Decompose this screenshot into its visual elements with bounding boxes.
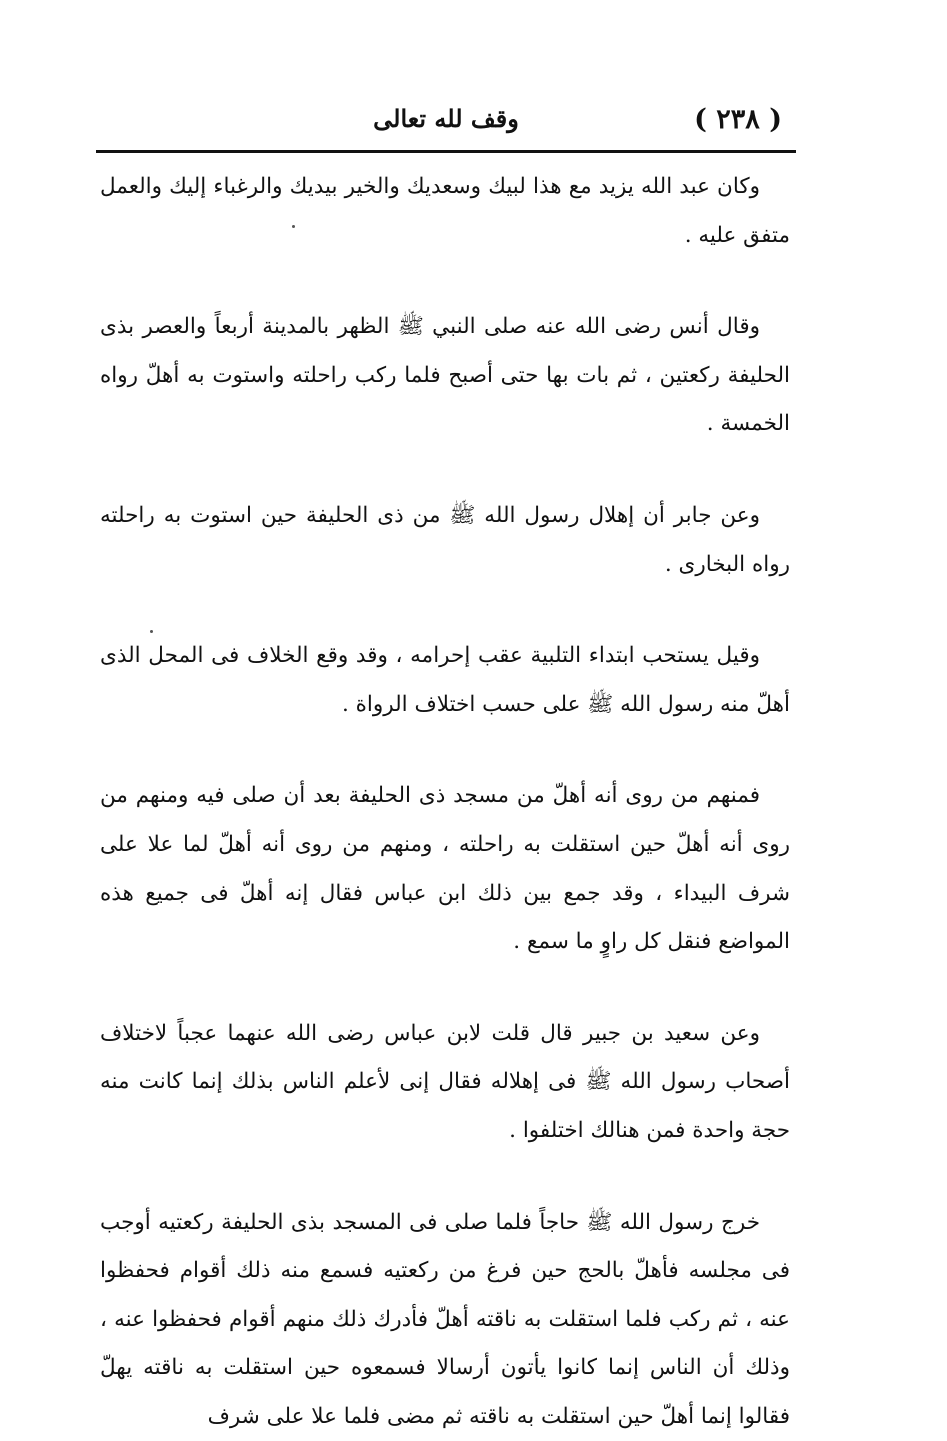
page-header — [96, 104, 796, 150]
paragraph: خرج رسول الله ﷺ حاجاً فلما صلى فى المسجد بذى الحليفة ركعتيه أوجب فى مجلسه فأهلّ بالحج حين فرغ من ركعتيه فسمع منه ذلك أقوام فحفظوا عنه ، ثم ركب فلما استقلت به ناقته أهلّ فأدرك ذلك منهم أقوام فحفظوا عنه ، وذلك أن الناس إنما كانوا يأتون أرسالا فسمعوه حين استقلت به ناقته يهلّ فقالوا إنما أهلّ حين استقلت به ناقته ثم مضى فلما علا على شرف — [100, 1199, 790, 1441]
paragraph: وعن جابر أن إهلال رسول الله ﷺ من ذى الحليفة حين استوت به راحلته رواه البخارى . — [100, 492, 790, 589]
running-title: وقف لله تعالى — [346, 104, 546, 133]
paragraph: وقيل يستحب ابتداء التلبية عقب إحرامه ، وقد وقع الخلاف فى المحل الذى أهلّ منه رسول الله ﷺ على حسب اختلاف الرواة . — [100, 632, 790, 729]
paragraph: فمنهم من روى أنه أهلّ من مسجد ذى الحليفة بعد أن صلى فيه ومنهم من روى أنه أهلّ حين استقلت به راحلته ، ومنهم من روى أنه أهلّ لما علا على شرف البيداء ، وقد جمع بين ذلك ابن عباس فقال إنه أهلّ فى جميع هذه المواضع فنقل كل راوٍ ما سمع . — [100, 772, 790, 966]
body-text — [100, 163, 790, 1441]
paragraph: وعن سعيد بن جبير قال قلت لابن عباس رضى الله عنهما عجباً لاختلاف أصحاب رسول الله ﷺ فى إهلاله فقال إنى لأعلم الناس بذلك إنما كانت منه حجة واحدة فمن هنالك اختلفوا . — [100, 1010, 790, 1156]
ink-speck — [292, 225, 295, 228]
header-rule — [96, 150, 796, 153]
page-number: ( ٢٣٨ ) — [694, 104, 782, 135]
ink-speck — [150, 630, 153, 633]
paragraph: وقال أنس رضى الله عنه صلى النبي ﷺ الظهر بالمدينة أربعاً والعصر بذى الحليفة ركعتين ، ثم بات بها حتى أصبح فلما ركب راحلته واستوت به أهلّ رواه الخمسة . — [100, 303, 790, 449]
paragraph: وكان عبد الله يزيد مع هذا لبيك وسعديك والخير بيديك والرغباء إليك والعمل متفق عليه . — [100, 163, 790, 260]
